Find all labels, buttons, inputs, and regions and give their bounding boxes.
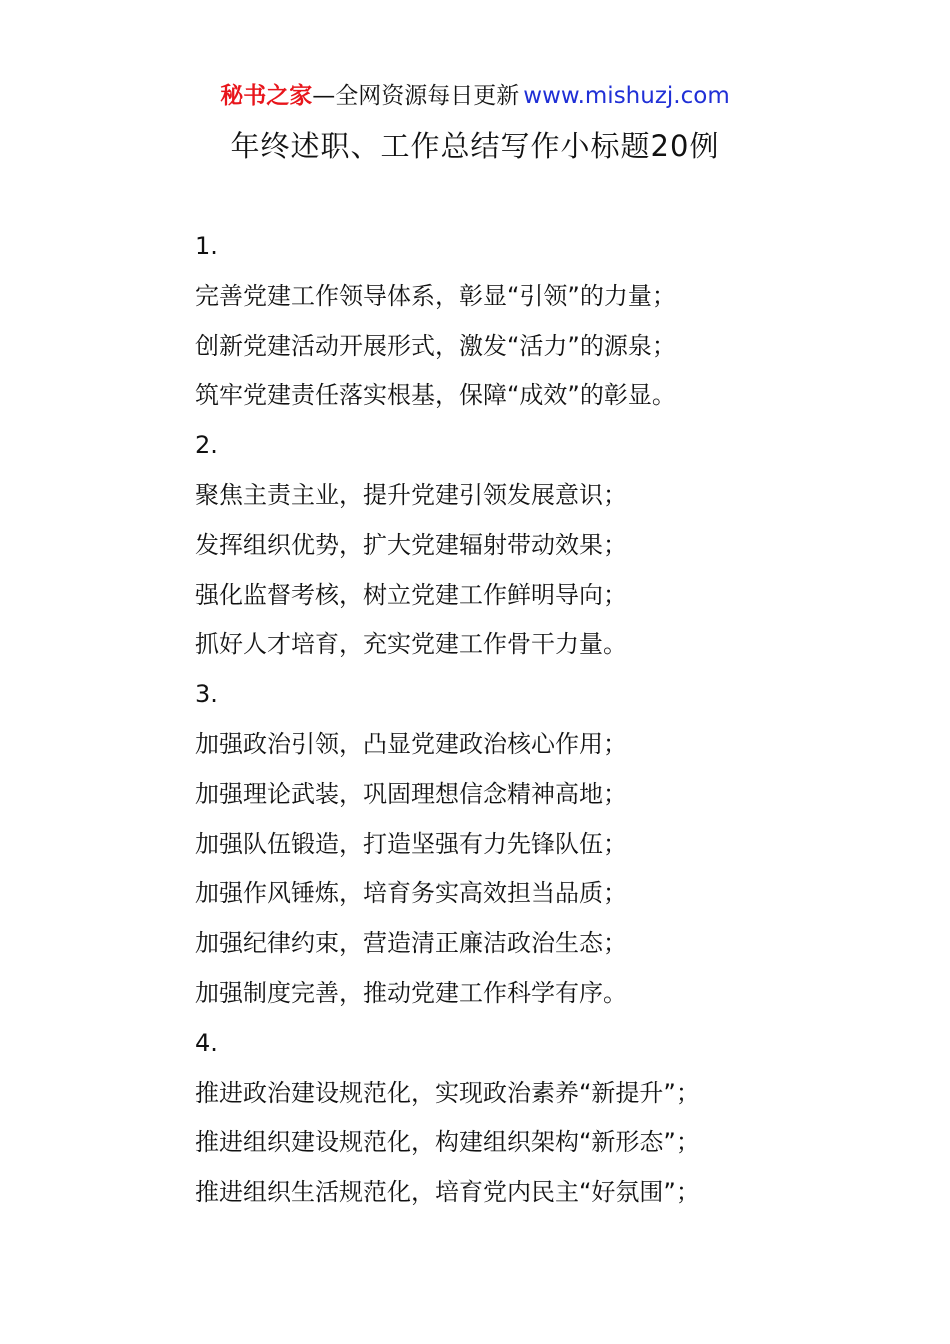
site-brand: 秘书之家 [220, 83, 313, 109]
site-tagline: —全网资源每日更新 [312, 83, 520, 109]
section-number-4: 4. [195, 1028, 218, 1057]
body-line: 加强制度完善，推动党建工作科学有序。 [195, 978, 627, 1007]
body-line: 完善党建工作领导体系，彰显“引领”的力量； [195, 281, 676, 310]
document-title: 年终述职、工作总结写作小标题20例 [230, 129, 720, 163]
site-header [0, 80, 950, 112]
site-url-link[interactable]: www.mishuzj.com [523, 83, 730, 109]
body-line: 加强队伍锻造，打造坚强有力先锋队伍； [195, 829, 627, 858]
body-line: 强化监督考核，树立党建工作鲜明导向； [195, 580, 627, 609]
body-line: 创新党建活动开展形式，激发“活力”的源泉； [195, 331, 676, 360]
body-line: 筑牢党建责任落实根基，保障“成效”的彰显。 [195, 381, 676, 410]
body-line: 推进组织建设规范化，构建组织架构“新形态”； [195, 1128, 700, 1157]
body-line: 聚焦主责主业，提升党建引领发展意识； [195, 480, 627, 509]
section-number-2: 2. [195, 431, 218, 460]
document-body [195, 222, 915, 1218]
section-number-3: 3. [195, 680, 218, 709]
body-line: 推进政治建设规范化，实现政治素养“新提升”； [195, 1078, 700, 1107]
body-line: 推进组织生活规范化，培育党内民主“好氛围”； [195, 1178, 700, 1207]
body-line: 加强纪律约束，营造清正廉洁政治生态； [195, 929, 627, 958]
body-line: 抓好人才培育，充实党建工作骨干力量。 [195, 630, 627, 659]
body-line: 发挥组织优势，扩大党建辐射带动效果； [195, 530, 627, 559]
body-line: 加强作风锤炼，培育务实高效担当品质； [195, 879, 627, 908]
body-line: 加强理论武装，巩固理想信念精神高地； [195, 779, 627, 808]
section-number-1: 1. [195, 232, 218, 260]
body-line: 加强政治引领，凸显党建政治核心作用； [195, 729, 627, 758]
